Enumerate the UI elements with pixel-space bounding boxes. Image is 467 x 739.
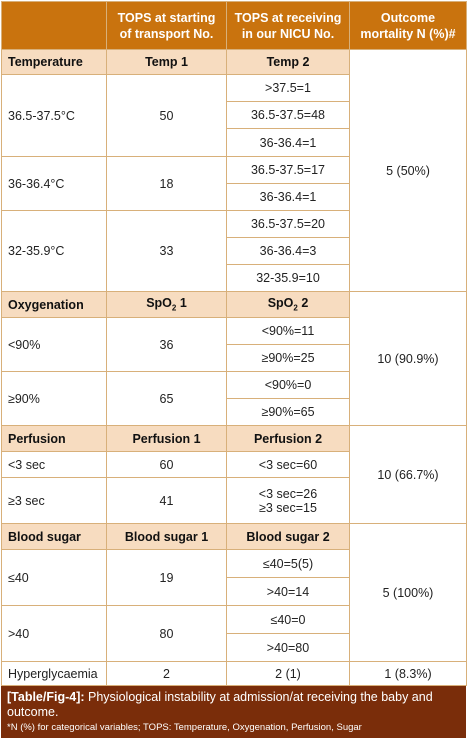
outcome-perfusion: 10 (66.7%) [350,426,467,524]
row-label: <3 sec [2,452,107,478]
row-receive: 36.5-37.5=48 [227,102,350,129]
row-receive: 36-36.4=1 [227,129,350,157]
row-start: 33 [107,211,227,292]
header-tops-receive: TOPS at receiving in our NICU No. [227,2,350,50]
row-receive: >40=80 [227,634,350,662]
outcome-oxygenation: 10 (90.9%) [350,292,467,426]
section-label-temperature: Temperature [2,50,107,75]
caption-title [7,690,460,720]
row-start: 80 [107,606,227,662]
row-receive: <3 sec=60 [227,452,350,478]
receive-line: ≥3 sec=15 [259,500,317,515]
header-tops-start: TOPS at starting of transport No. [107,2,227,50]
section-col3-blood-sugar: Blood sugar 2 [227,524,350,550]
section-label-perfusion: Perfusion [2,426,107,452]
row-start: 41 [107,478,227,524]
spo2-suffix: 1 [176,296,187,311]
section-row-blood-sugar [2,524,467,550]
row-start: 36 [107,318,227,372]
section-col3-oxygenation [227,292,350,318]
section-col2-perfusion: Perfusion 1 [107,426,227,452]
row-label: ≤40 [2,550,107,606]
section-col2-temperature: Temp 1 [107,50,227,75]
header-outcome [350,2,467,50]
row-receive: <90%=11 [227,318,350,345]
header-empty [2,2,107,50]
row-start: 60 [107,452,227,478]
row-receive: >37.5=1 [227,75,350,102]
row-receive: >40=14 [227,578,350,606]
row-label: ≥3 sec [2,478,107,524]
receive-line: <3 sec=26 [258,486,318,501]
caption-ref: [Table/Fig-4]: [7,690,85,704]
section-row-perfusion [2,426,467,452]
spo2-sub: 2 [171,303,177,313]
row-receive: 36-36.4=1 [227,184,350,211]
row-receive: ≤40=5(5) [227,550,350,578]
spo2-prefix: SpO [146,296,172,311]
row-outcome: 1 (8.3%) [350,662,467,686]
row-start: 19 [107,550,227,606]
row-receive: ≥90%=65 [227,399,350,426]
row-receive: 2 (1) [227,662,350,686]
tops-table [1,1,467,686]
section-col3-perfusion: Perfusion 2 [227,426,350,452]
outcome-blood-sugar: 5 (100%) [350,524,467,662]
row-start: 2 [107,662,227,686]
section-col3-temperature: Temp 2 [227,50,350,75]
row-start: 65 [107,372,227,426]
row-label: 36-36.4°C [2,157,107,211]
row-receive [227,478,350,524]
row-receive: ≤40=0 [227,606,350,634]
section-col2-blood-sugar: Blood sugar 1 [107,524,227,550]
row-receive: 36.5-37.5=20 [227,211,350,238]
header-row [2,2,467,50]
spo2-prefix: SpO [267,296,294,311]
header-outcome-text: Outcome mortality N (%)# [360,10,456,41]
row-receive: <90%=0 [227,372,350,399]
row-label: 36.5-37.5°C [2,75,107,157]
row-receive: 36.5-37.5=17 [227,157,350,184]
section-col2-oxygenation [107,292,227,318]
outcome-temperature: 5 (50%) [350,50,467,292]
section-label-oxygenation: Oxygenation [2,292,107,318]
row-receive: ≥90%=25 [227,345,350,372]
row-start: 18 [107,157,227,211]
row-receive: 32-35.9=10 [227,265,350,292]
section-row-temperature [2,50,467,75]
section-label-blood-sugar: Blood sugar [2,524,107,550]
caption-note: *N (%) for categorical variables; TOPS: Temperature, Oxygenation, Perfusion, Sugar [7,722,362,733]
section-row-oxygenation [2,292,467,318]
row-receive: 36-36.4=3 [227,238,350,265]
row-label: >40 [2,606,107,662]
row-label: ≥90% [2,372,107,426]
row-label: Hyperglycaemia [2,662,107,686]
spo2-sub: 2 [293,303,298,313]
caption-text: Physiological instability at admission/at receiving the baby and outcome. [7,690,433,719]
row-label: 32-35.9°C [2,211,107,292]
table-figure [1,1,466,737]
row-label: <90% [2,318,107,372]
spo2-suffix: 2 [297,296,309,311]
row-start: 50 [107,75,227,157]
row-hyperglycaemia [2,662,467,686]
figure-caption [1,686,466,738]
